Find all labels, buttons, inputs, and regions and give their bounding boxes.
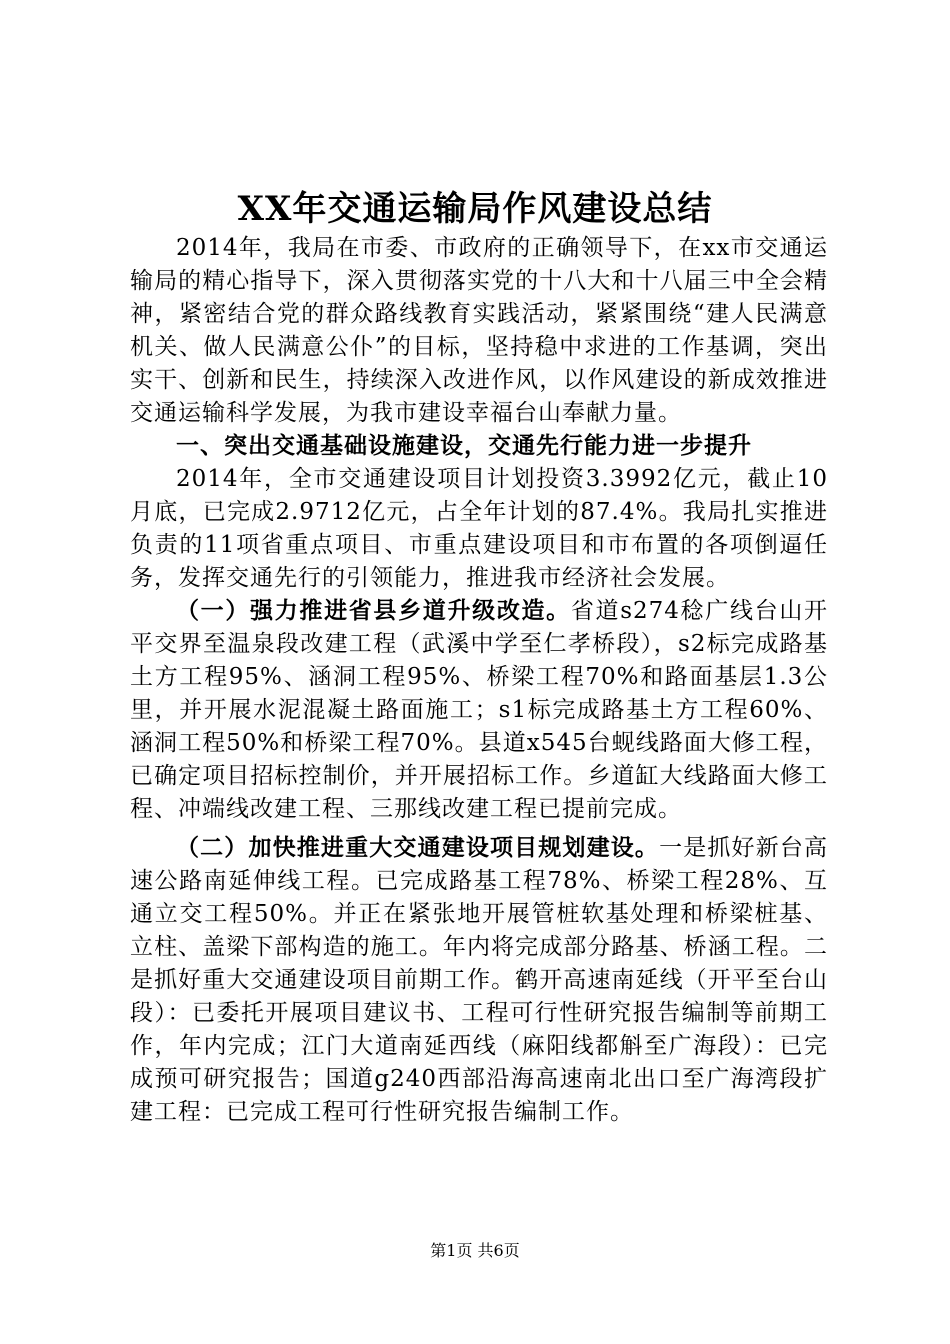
paragraph-subsection-1 [130, 595, 828, 826]
document-body [130, 232, 828, 1129]
paragraph-subsection-2 [130, 832, 828, 1129]
page-footer: 第1页 共6页 [430, 1241, 520, 1260]
paragraph-text: 省道s274稔广线台山开平交界至温泉段改建工程（武溪中学至仁孝桥段），s2标完成路基土方工程95%、涵洞工程95%、桥梁工程70%和路面基层1.3公里，并开展水泥混凝土路面施工；s1标完成路基土方工程60%、涵洞工程50%和桥梁工程70%。县道x545台蚬线路面大修工程，已确定项目招标控制价，并开展招标工作。乡道缸大线路面大修工程、冲端线改建工程、三那线改建工程已提前完成。 [130, 598, 829, 822]
subsection-lead: （一）强力推进省县乡道升级改造。 [176, 598, 571, 624]
subsection-lead: （二）加快推进重大交通建设项目规划建设。 [176, 835, 660, 861]
document-title: XX年交通运输局作风建设总结 [237, 189, 713, 229]
paragraph-text: 2014年，全市交通建设项目计划投资3.3992亿元，截止10月底，已完成2.9712亿元，占全年计划的87.4%。我局扎实推进负责的11项省重点项目、市重点建设项目和市布置的各项倒逼任务，发挥交通先行的引领能力，推进我市经济社会发展。 [130, 466, 828, 591]
section-heading-1: 一、突出交通基础设施建设，交通先行能力进一步提升 [176, 433, 752, 459]
paragraph-text: 2014年，我局在市委、市政府的正确领导下，在xx市交通运输局的精心指导下，深入贯彻落实党的十八大和十八届三中全会精神，紧密结合党的群众路线教育实践活动，紧紧围绕“建人民满意机关、做人民满意公仆”的目标，坚持稳中求进的工作基调，突出实干、创新和民生，持续深入改进作风，以作风建设的新成效推进交通运输科学发展，为我市建设幸福台山奉献力量。 [130, 235, 828, 426]
paragraph-intro [130, 232, 828, 430]
paragraph-text: 一是抓好新台高速公路南延伸线工程。已完成路基工程78%、桥梁工程28%、互通立交工程50%。并正在紧张地开展管桩软基处理和桥梁桩基、立柱、盖梁下部构造的施工。年内将完成部分路基、桥涵工程。二是抓好重大交通建设项目前期工作。鹤开高速南延线（开平至台山段）：已委托开展项目建议书、工程可行性研究报告编制等前期工作，年内完成；江门大道南延西线（麻阳线都斛至广海段）：已完成预可研究报告；国道g240西部沿海高速南北出口至广海湾段扩建工程：已完成工程可行性研究报告编制工作。 [130, 835, 829, 1125]
paragraph-section-1 [130, 463, 828, 595]
